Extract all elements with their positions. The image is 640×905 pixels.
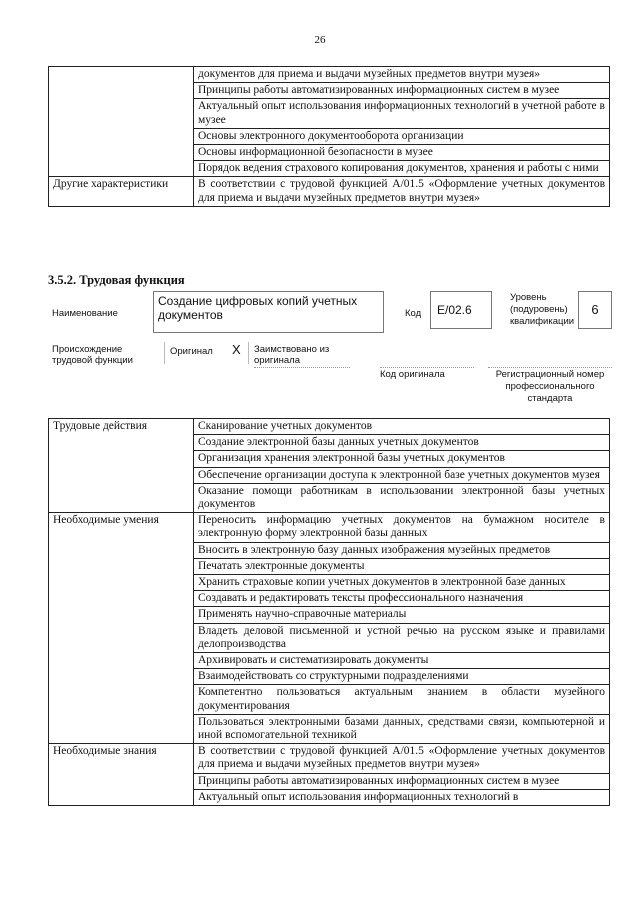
row-value: Создавать и редактировать тексты профессионального назначения [194,591,610,607]
section-title: 3.5.2. Трудовая функция [48,273,185,287]
row-value: Принципы работы автоматизированных информационных систем в музее [194,83,610,99]
function-name-field: Создание цифровых копий учетных документов [153,291,384,333]
row-value: Обеспечение организации доступа к электронной базе учетных документов музея [194,467,610,483]
name-label: Наименование [52,308,118,319]
row-label: Необходимые умения [49,513,194,744]
table-row [49,419,610,435]
row-value: Сканирование учетных документов [194,419,610,435]
row-value: Принципы работы автоматизированных информационных систем в музее [194,773,610,789]
row-value: Создание электронной базы данных учетных документов [194,435,610,451]
qualification-level-field: 6 [578,291,612,329]
row-label: Необходимые знания [49,744,194,806]
table-row [49,177,610,206]
row-value: Переносить информацию учетных документов на бумажном носителе в электронную форму электронной базы данных [194,513,610,542]
borrowed-divider [248,342,249,364]
function-code-field: E/02.6 [430,291,492,329]
row-label: Трудовые действия [49,419,194,513]
origin-label: Происхождение трудовой функции [52,344,133,366]
page-number: 26 [314,34,326,46]
row-value: Оказание помощи работникам в использовании электронной базы учетных документов [194,483,610,512]
row-value: Основы электронного документооборота организации [194,128,610,144]
row-value: Основы информационной безопасности в музее [194,145,610,161]
row-value: Применять научно-справочные материалы [194,607,610,623]
row-value: Хранить страховые копии учетных документов в электронной базе данных [194,575,610,591]
row-value: Вносить в электронную базу данных изображения музейных предметов [194,542,610,558]
row-label: Другие характеристики [49,177,194,206]
borrowed-dotline [254,367,350,369]
borrowed-label: Заимствовано из оригинала [254,344,330,366]
code-label: Код [405,308,422,319]
reg-number-label: Регистрационный номер профессионального стандарта [495,369,605,404]
labor-function-table [48,418,610,806]
original-label: Оригинал [170,346,213,357]
row-label [49,67,194,177]
row-value: Архивировать и систематизировать документы [194,653,610,669]
row-value: Порядок ведения страхового копирования документов, хранения и работы с ними [194,161,610,177]
row-value: В соответствии с трудовой функцией А/01.5 «Оформление учетных документов для приема и выдачи музейных предметов внутри музея» [194,177,610,206]
row-value: документов для приема и выдачи музейных предметов внутри музея» [194,67,610,83]
row-value: Актуальный опыт использования информационных технологий в учетной работе в музее [194,99,610,128]
row-value: Актуальный опыт использования информационных технологий в [194,789,610,805]
previous-requirements-table [48,66,610,207]
origin-divider [164,342,165,364]
row-value: Пользоваться электронными базами данных, средствами связи, компьютерной и иной вспомогательной техникой [194,714,610,743]
table-row [49,744,610,773]
original-mark: X [232,342,241,357]
row-value: Организация хранения электронной базы учетных документов [194,451,610,467]
row-value: Компетентно пользоваться актуальным знанием в области музейного документирования [194,685,610,714]
table-row [49,513,610,542]
table-row [49,67,610,83]
qualification-level-label: Уровень (подуровень) квалификации [510,292,575,327]
code-original-label: Код оригинала [380,369,445,380]
row-value: Взаимодействовать со структурными подразделениями [194,669,610,685]
row-value: В соответствии с трудовой функцией А/01.5 «Оформление учетных документов для приема и выдачи музейных предметов внутри музея» [194,744,610,773]
row-value: Владеть деловой письменной и устной речью на русском языке и правилами делопроизводства [194,623,610,652]
row-value: Печатать электронные документы [194,558,610,574]
